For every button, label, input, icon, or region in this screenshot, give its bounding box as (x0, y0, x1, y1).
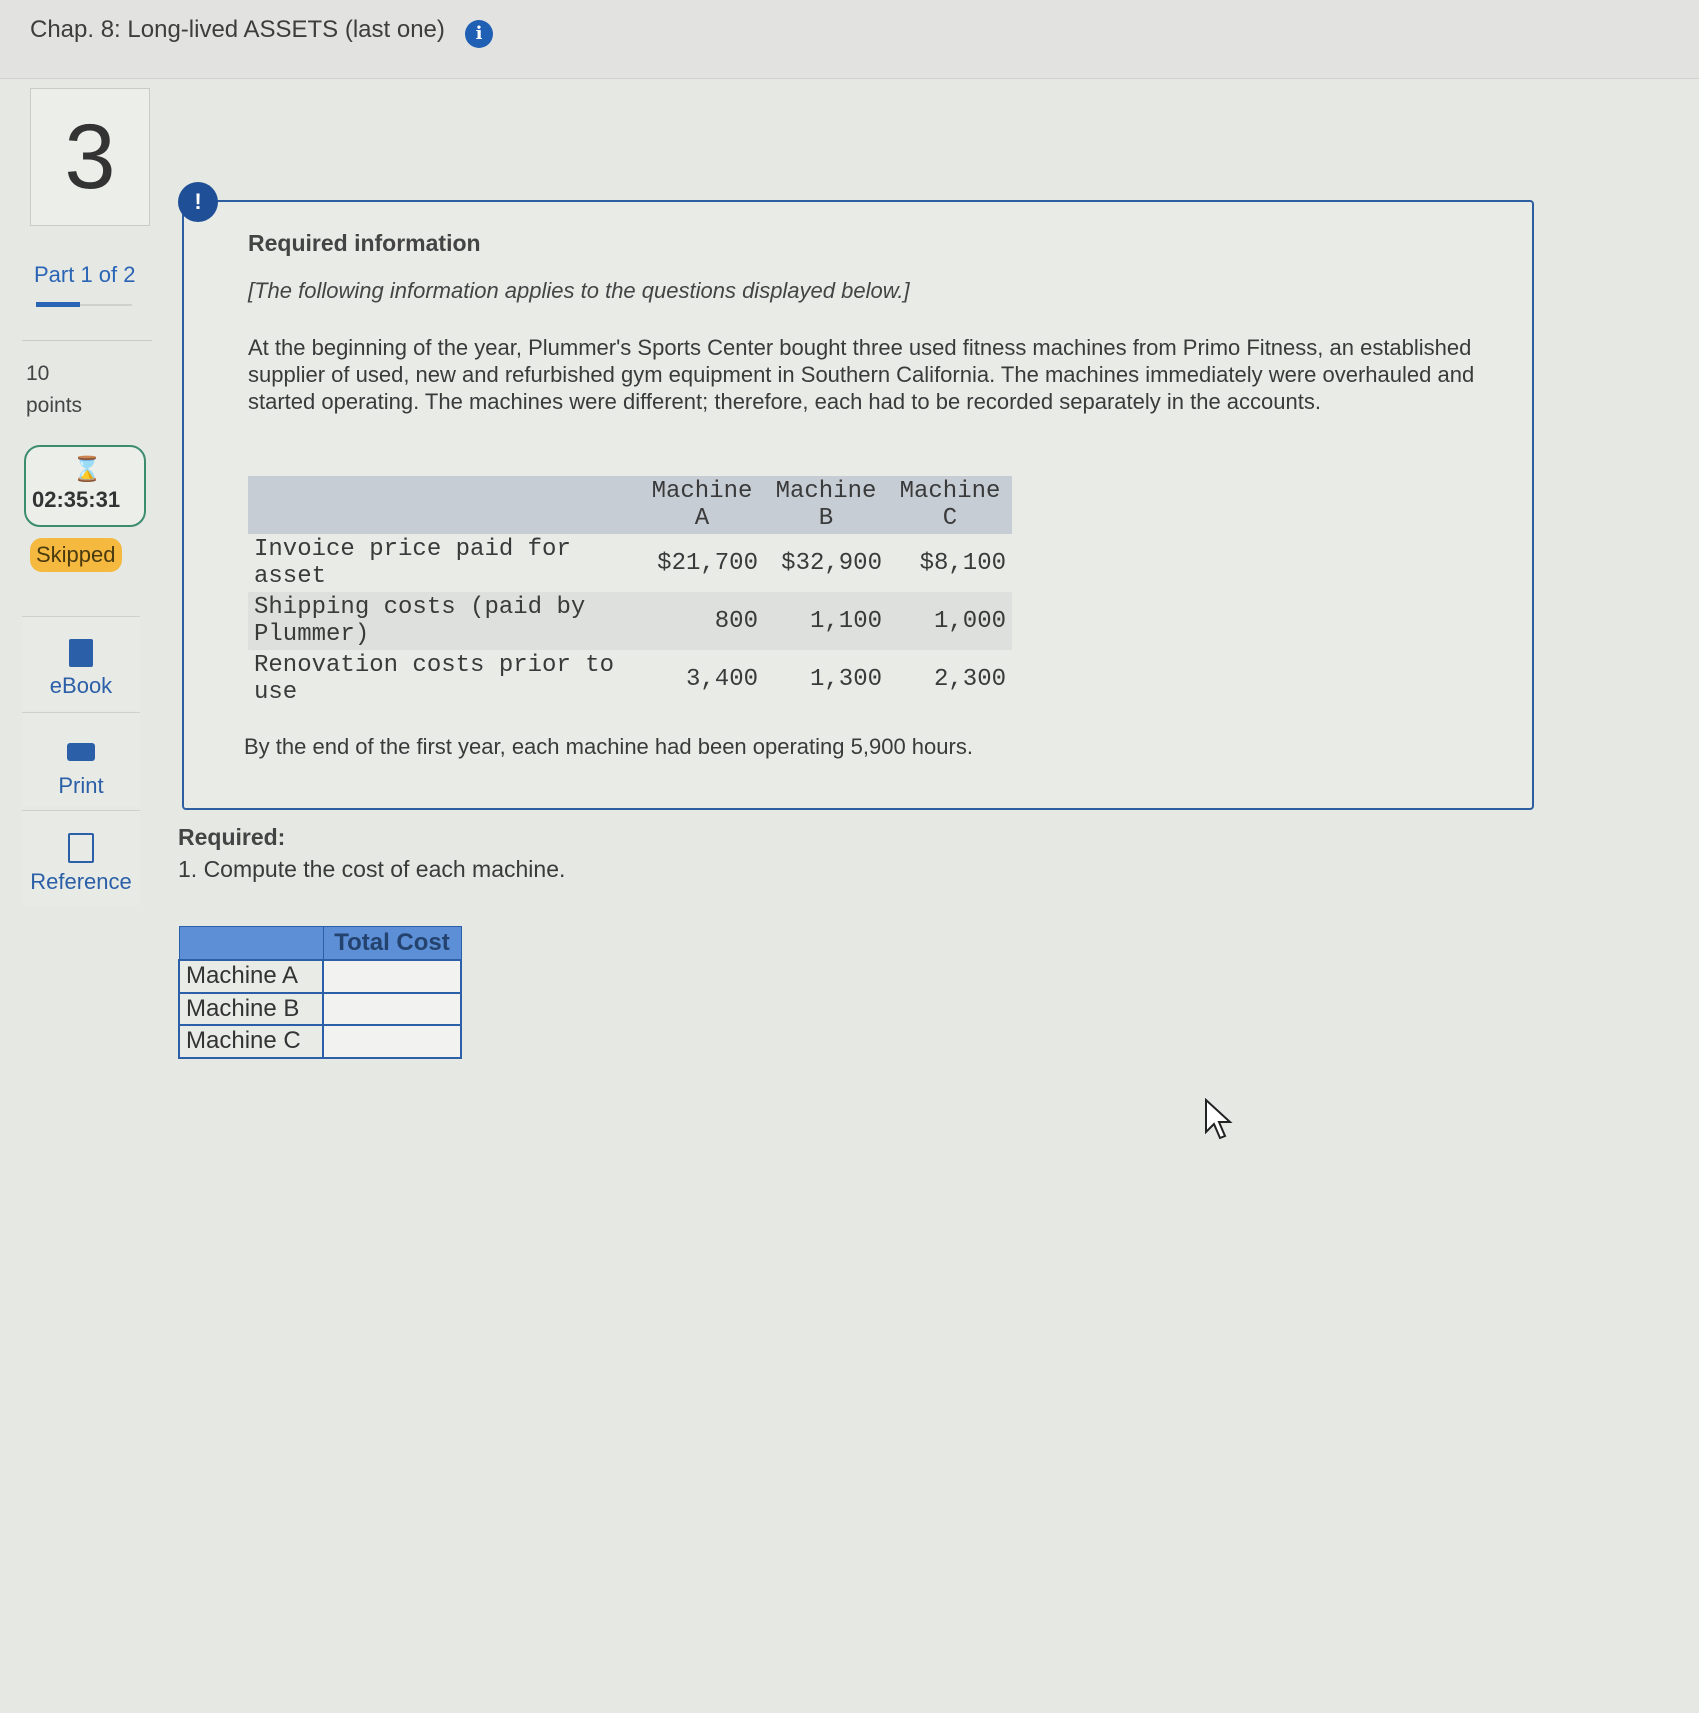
cell-value: 800 (640, 592, 764, 650)
print-icon (67, 743, 95, 761)
required-item: 1. Compute the cost of each machine. (178, 856, 566, 882)
points-value: 10 (26, 362, 50, 385)
table-row (248, 534, 1012, 592)
machine-a-total-cost-input[interactable] (324, 964, 458, 992)
hourglass-icon: ⌛ (72, 456, 102, 483)
status-badge: Skipped (30, 538, 122, 572)
part-indicator[interactable]: Part 1 of 2 (34, 262, 136, 287)
answer-cell[interactable] (323, 993, 461, 1026)
machine-cost-table (248, 476, 1012, 708)
cell-value: $8,100 (919, 549, 1006, 577)
timer-value: 02:35:31 (32, 487, 121, 512)
part-progress (36, 302, 80, 307)
machine-c-total-cost-input[interactable] (324, 1029, 458, 1057)
answer-row-label: Machine C (179, 1025, 323, 1058)
answer-corner (179, 927, 323, 961)
cell-value: 2,300 (933, 665, 1006, 693)
sidebar-divider (22, 340, 152, 341)
table-row (179, 1025, 461, 1058)
cell-value: 3,400 (685, 665, 758, 693)
reference-label: Reference (30, 869, 132, 894)
ebook-label: eBook (49, 673, 113, 698)
reference-button[interactable] (22, 810, 140, 905)
hours-text: By the end of the first year, each machine had been operating 5,900 hours. (244, 734, 973, 759)
machine-b-total-cost-input[interactable] (324, 996, 458, 1024)
panel-title: Required information (248, 230, 481, 256)
question-number: 3 (30, 88, 150, 226)
print-button[interactable] (22, 712, 140, 807)
ebook-button[interactable] (22, 616, 140, 711)
cell-value: 1,300 (809, 665, 882, 693)
timer[interactable] (24, 445, 146, 527)
cell-value: 1,100 (764, 592, 888, 650)
col-header: Machine A (640, 476, 764, 534)
table-row (248, 592, 1012, 650)
row-label: Invoice price paid for asset (254, 536, 571, 590)
problem-paragraph: At the beginning of the year, Plummer's Sports Center bought three used fitness machines from Primo Fitness, an established supplier of used, new and refurbished gym equipment in Southern California. The machines immediately were overhauled and started operating. The machines were different; therefore, each had to be recorded separately in the accounts. (248, 335, 1475, 414)
ebook-icon (69, 639, 93, 667)
table-row (179, 993, 461, 1026)
part-progress-track (80, 304, 132, 306)
points-label: points (26, 394, 83, 417)
cell-value: $21,700 (657, 549, 758, 577)
answer-cell[interactable] (323, 960, 461, 993)
table-corner (248, 476, 640, 534)
alert-icon: ! (178, 182, 218, 222)
table-row (179, 960, 461, 993)
required-heading: Required: (178, 824, 286, 850)
panel-note: [The following information applies to the questions displayed below.] (248, 278, 910, 303)
answer-cell[interactable] (323, 1025, 461, 1058)
answer-row-label: Machine B (179, 993, 323, 1026)
answer-row-label: Machine A (179, 960, 323, 993)
table-row (248, 650, 1012, 708)
row-label: Renovation costs prior to use (254, 652, 615, 706)
assignment-title: Chap. 8: Long-lived ASSETS (last one) (30, 16, 445, 43)
info-icon[interactable]: i (465, 20, 493, 48)
print-label: Print (58, 773, 104, 798)
col-header: Machine B (764, 476, 888, 534)
row-label: Shipping costs (paid by Plummer) (248, 592, 640, 650)
reference-icon (68, 833, 94, 863)
mouse-cursor-icon (1204, 1098, 1234, 1142)
top-bar (0, 0, 1699, 79)
answer-col-header: Total Cost (323, 927, 461, 961)
col-header: Machine C (888, 476, 1012, 534)
cell-value: $32,900 (781, 549, 882, 577)
cell-value: 1,000 (888, 592, 1012, 650)
answer-table (178, 926, 462, 1059)
